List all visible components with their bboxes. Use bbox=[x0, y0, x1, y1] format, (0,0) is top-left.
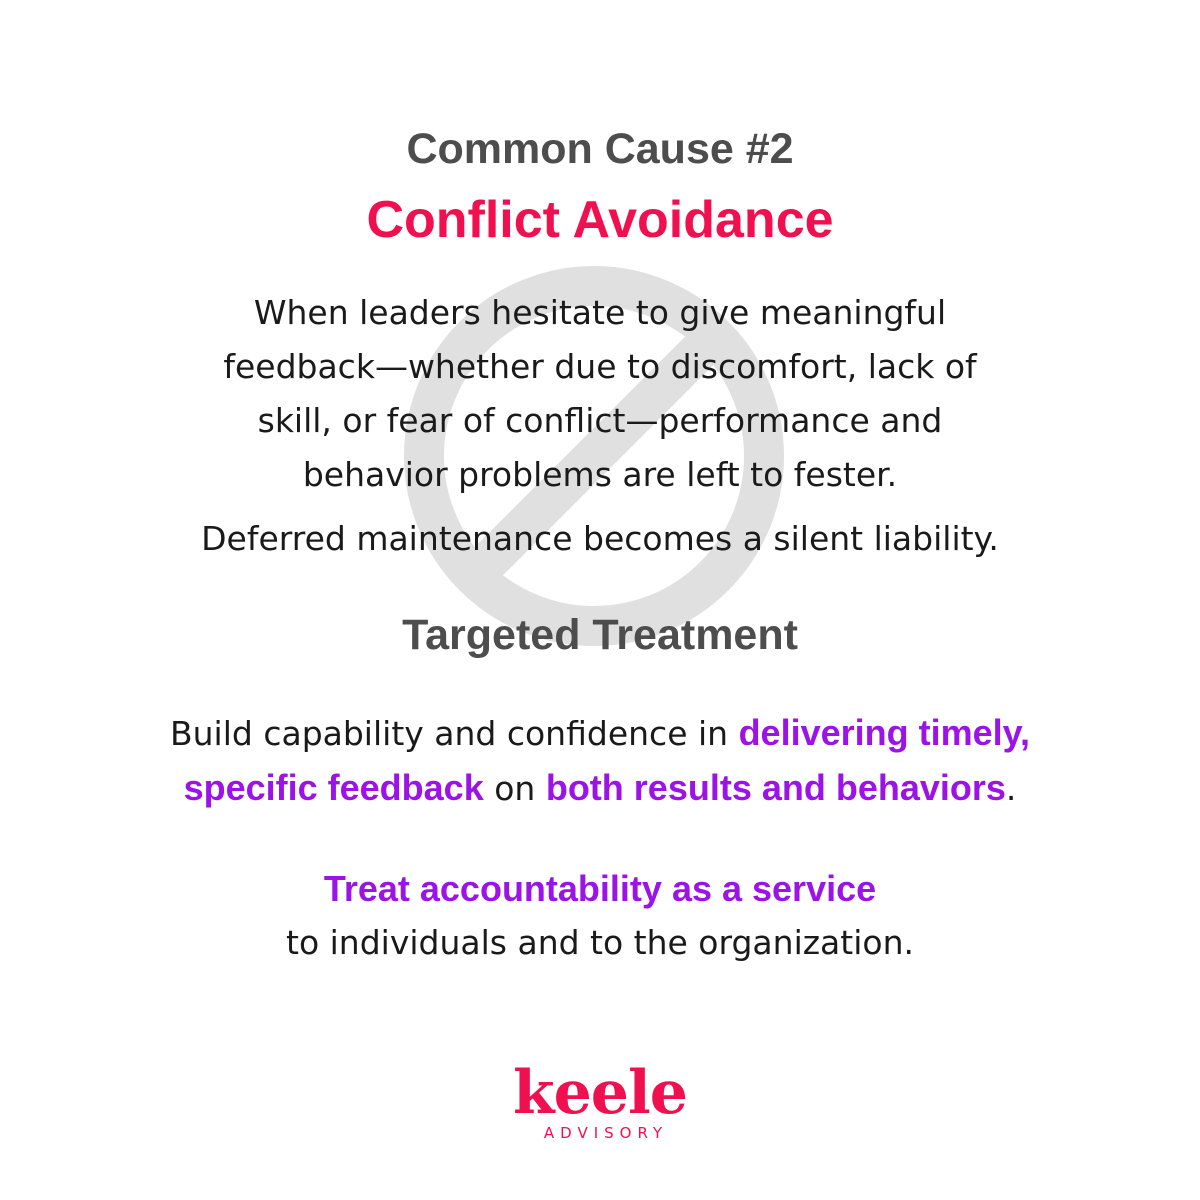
intro-line: skill, or fear of conflict—performance and bbox=[257, 401, 943, 440]
plain-text: on bbox=[483, 769, 546, 808]
plain-text: . bbox=[1005, 769, 1017, 808]
intro-closing: Deferred maintenance becomes a silent liability. bbox=[201, 519, 999, 558]
highlight-text: specific feedback bbox=[183, 767, 484, 808]
eyebrow-heading: Common Cause #2 bbox=[406, 125, 794, 173]
service-paragraph bbox=[0, 862, 1200, 970]
brand-logo-subtitle: ADVISORY bbox=[543, 1124, 669, 1142]
intro-line: behavior problems are left to fester. bbox=[302, 455, 898, 494]
service-highlight: Treat accountability as a service bbox=[323, 868, 877, 909]
plain-text: Build capability and confidence in bbox=[170, 714, 739, 753]
treatment-line-1 bbox=[0, 706, 1200, 761]
intro-line: feedback—whether due to discomfort, lack of bbox=[223, 347, 977, 386]
brand-logo-wordmark: keele bbox=[513, 1058, 687, 1128]
highlight-text: both results and behaviors bbox=[545, 767, 1006, 808]
treatment-line-2 bbox=[0, 761, 1200, 816]
page-title: Conflict Avoidance bbox=[366, 191, 834, 249]
section-heading: Targeted Treatment bbox=[402, 611, 798, 659]
intro-line: When leaders hesitate to give meaningful bbox=[253, 293, 947, 332]
treatment-paragraph bbox=[0, 706, 1200, 816]
service-line: to individuals and to the organization. bbox=[286, 923, 914, 962]
highlight-text: delivering timely, bbox=[738, 712, 1030, 753]
intro-paragraph bbox=[0, 286, 1200, 502]
